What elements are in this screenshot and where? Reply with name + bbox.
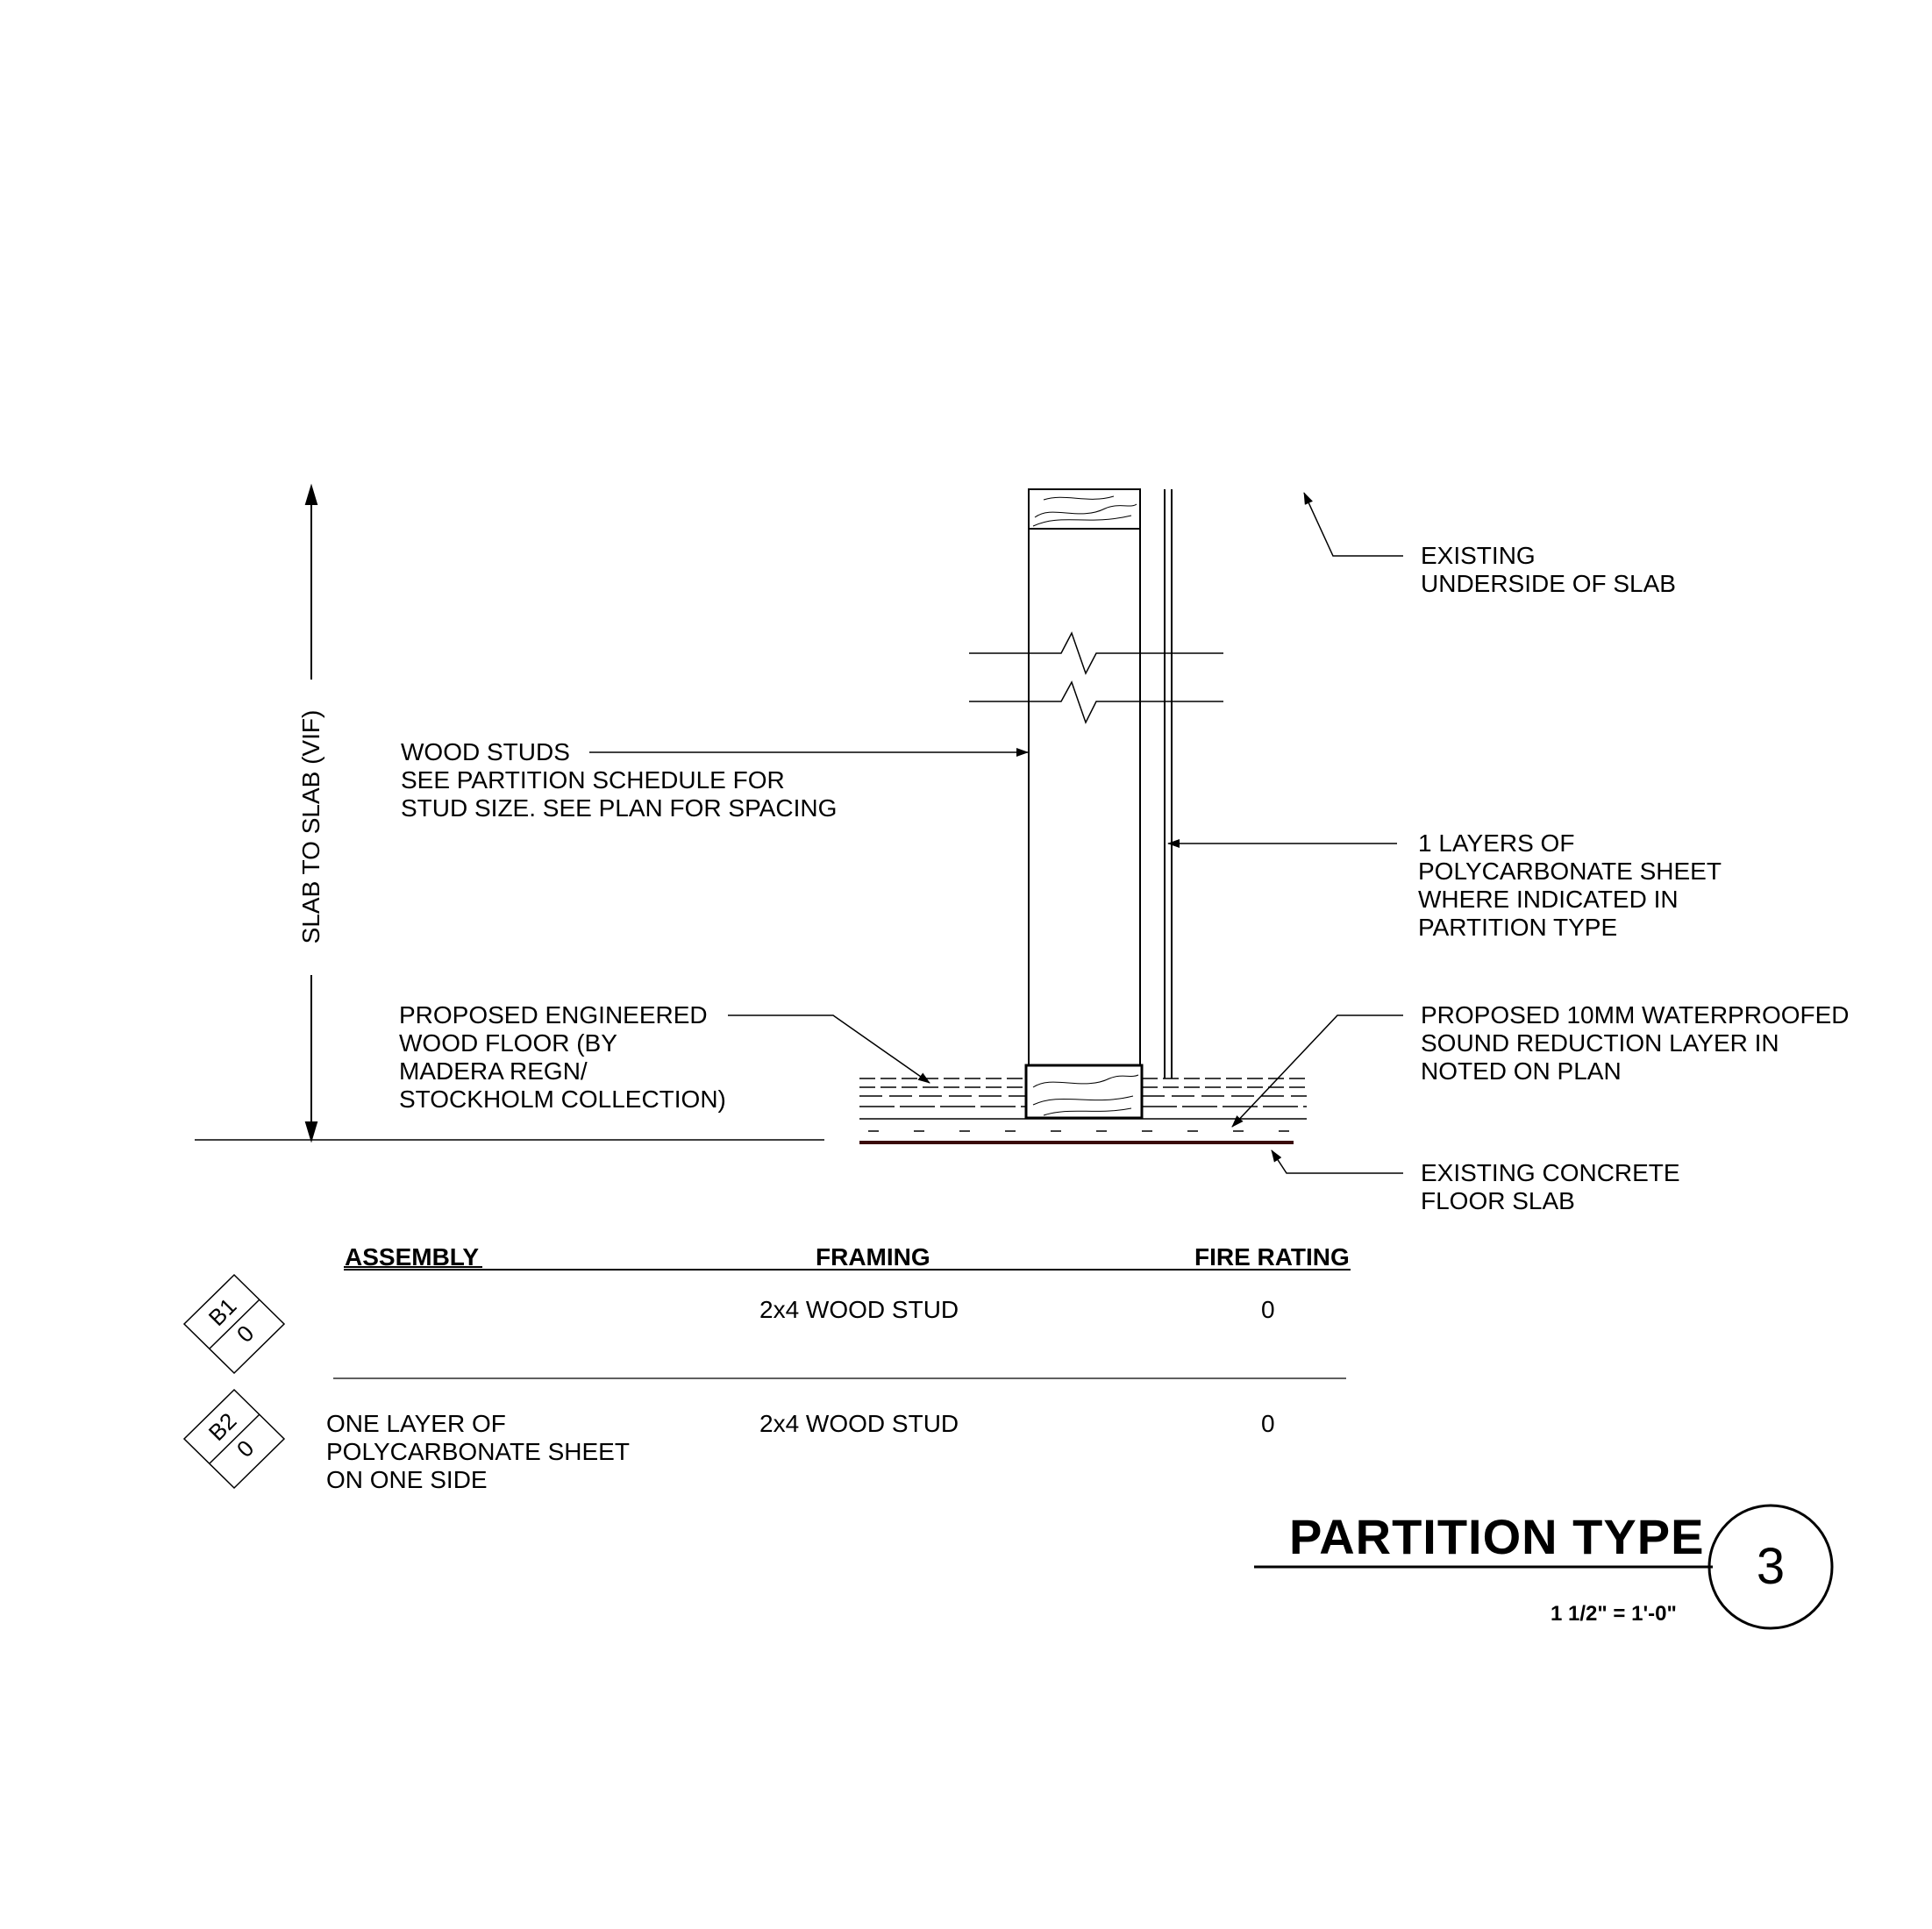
row-2-framing: 2x4 WOOD STUD: [759, 1410, 959, 1437]
tag-b2-top: B2: [203, 1407, 242, 1447]
note-polycarbonate: 1 LAYERS OF POLYCARBONATE SHEET WHERE INDICATED IN PARTITION TYPE: [1418, 829, 1722, 941]
detail-number: 3: [1756, 1538, 1786, 1595]
tag-b1-bottom: 0: [231, 1320, 260, 1348]
note-sound-layer: PROPOSED 10MM WATERPROOFED SOUND REDUCTION LAYER IN NOTED ON PLAN: [1421, 1001, 1850, 1085]
note-existing-underside: EXISTING UNDERSIDE OF SLAB: [1421, 542, 1676, 597]
dimension-label: SLAB TO SLAB (VIF): [297, 709, 324, 944]
note-wood-studs: WOOD STUDS SEE PARTITION SCHEDULE FOR STUD SIZE. SEE PLAN FOR SPACING: [401, 738, 838, 822]
tag-b2-bottom: 0: [231, 1434, 260, 1463]
polycarbonate-sheet: [1165, 489, 1172, 1078]
wood-stud-wall: [1026, 489, 1142, 1118]
drawing-title: PARTITION TYPE: [1289, 1509, 1705, 1564]
drawing-scale: 1 1/2" = 1'-0": [1551, 1602, 1677, 1626]
row-1-framing: 2x4 WOOD STUD: [759, 1296, 959, 1323]
row-2-fire-rating: 0: [1261, 1410, 1275, 1437]
row-1-fire-rating: 0: [1261, 1296, 1275, 1323]
header-fire-rating: FIRE RATING: [1194, 1243, 1350, 1271]
break-lines: [969, 633, 1223, 722]
row-2-assembly: ONE LAYER OF POLYCARBONATE SHEET ON ONE SIDE: [326, 1410, 630, 1493]
header-assembly: ASSEMBLY: [345, 1243, 480, 1271]
tag-b1-top: B1: [203, 1292, 242, 1332]
note-concrete-slab: EXISTING CONCRETE FLOOR SLAB: [1421, 1159, 1680, 1214]
note-engineered-floor: PROPOSED ENGINEERED WOOD FLOOR (BY MADERA REGN/ STOCKHOLM COLLECTION): [399, 1001, 726, 1113]
header-framing: FRAMING: [816, 1243, 930, 1271]
floor-build-up: [859, 1078, 1307, 1131]
